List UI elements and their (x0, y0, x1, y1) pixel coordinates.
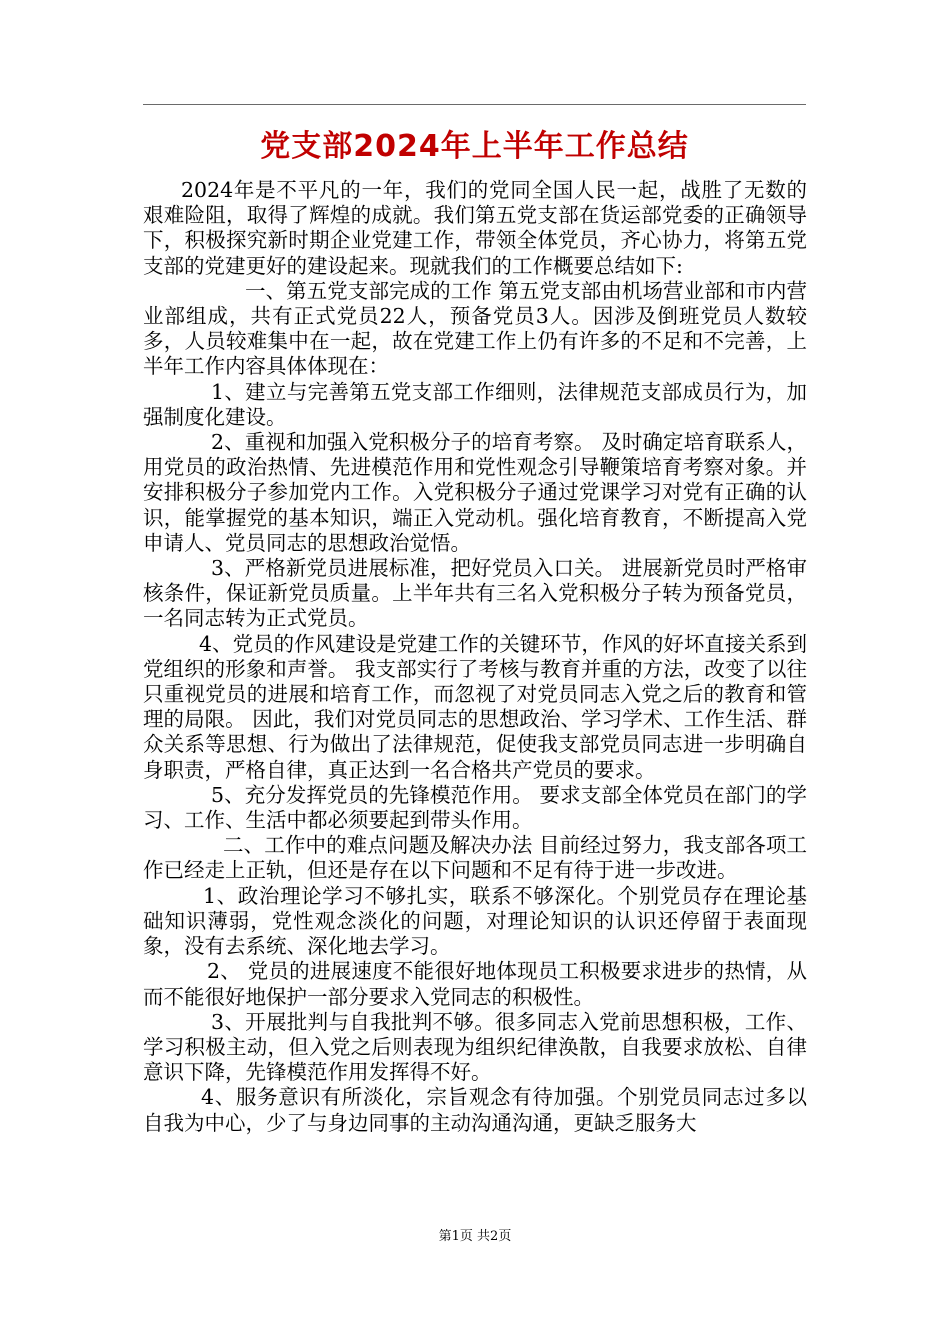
document-title: 党支部2024年上半年工作总结 (260, 129, 689, 164)
paragraph-problem-4: 4、服务意识有所淡化，宗旨观念有待加强。个别党员同志过多以自我为中心，少了与身边同事的主动沟通沟通，更缺乏服务大 (143, 1085, 807, 1135)
header-rule (143, 104, 806, 105)
paragraph-section-1: 一、第五党支部完成的工作 第五党支部由机场营业部和市内营业部组成，共有正式党员22人，预备党员3人。因涉及倒班党员人数较多，人员较难集中在一起，故在党建工作上仍有许多的不足和不完善，上半年工作内容具体体现在： (143, 278, 807, 379)
page-number: 第1页 共2页 (438, 1229, 512, 1244)
paragraph-section-2: 二、工作中的难点问题及解决办法 目前经过努力，我支部各项工作已经走上正轨，但还是存在以下问题和不足有待于进一步改进。 (143, 833, 807, 883)
paragraph-problem-1: 1、政治理论学习不够扎实，联系不够深化。个别党员存在理论基础知识薄弱，党性观念淡化的问题，对理论知识的认识还停留于表面现象，没有去系统、深化地去学习。 (143, 883, 807, 959)
paragraph-intro: 2024年是不平凡的一年，我们的党同全国人民一起，战胜了无数的艰难险阻，取得了辉煌的成就。我们第五党支部在货运部党委的正确领导下，积极探究新时期企业党建工作，带领全体党员，齐心协力，将第五党支部的党建更好的建设起来。现就我们的工作概要总结如下: (143, 178, 807, 278)
paragraph-problem-2: 2、 党员的进展速度不能很好地体现员工积极要求进步的热情，从而不能很好地保护一部分要求入党同志的积极性。 (143, 959, 807, 1009)
paragraph-item-4: 4、党员的作风建设是党建工作的关键环节，作风的好坏直接关系到党组织的形象和声誉。 我支部实行了考核与教育并重的方法，改变了以往只重视党员的进展和培育工作，而忽视了对党员同志入党之后的教育和管理的局限。 因此，我们对党员同志的思想政治、学习学术、工作生活、群众关系等思想、行为做出了法律规范，促使我支部党员同志进一步明确自身职责，严格自律，真正达到一名合格共产党员的要求。 (143, 631, 807, 782)
paragraph-item-5: 5、充分发挥党员的先锋模范作用。 要求支部全体党员在部门的学习、工作、生活中都必须要起到带头作用。 (143, 782, 807, 833)
paragraph-item-1: 1、建立与完善第五党支部工作细则，法律规范支部成员行为，加强制度化建设。 (143, 379, 807, 429)
paragraph-item-3: 3、严格新党员进展标准，把好党员入口关。 进展新党员时严格审核条件，保证新党员质量。上半年共有三名入党积极分子转为预备党员，一名同志转为正式党员。 (143, 556, 807, 631)
paragraph-problem-3: 3、开展批判与自我批判不够。很多同志入党前思想积极，工作、学习积极主动，但入党之后则表现为组织纪律涣散，自我要求放松、自律意识下降，先锋模范作用发挥得不好。 (143, 1009, 807, 1085)
paragraph-item-2: 2、重视和加强入党积极分子的培育考察。 及时确定培育联系人，用党员的政治热情、先进模范作用和党性观念引导鞭策培育考察对象。并安排积极分子参加党内工作。入党积极分子通过党课学习对党有正确的认识，能掌握党的基本知识，端正入党动机。强化培育教育，不断提高入党申请人、党员同志的思想政治觉悟。 (143, 430, 807, 555)
document-body (143, 178, 807, 1136)
